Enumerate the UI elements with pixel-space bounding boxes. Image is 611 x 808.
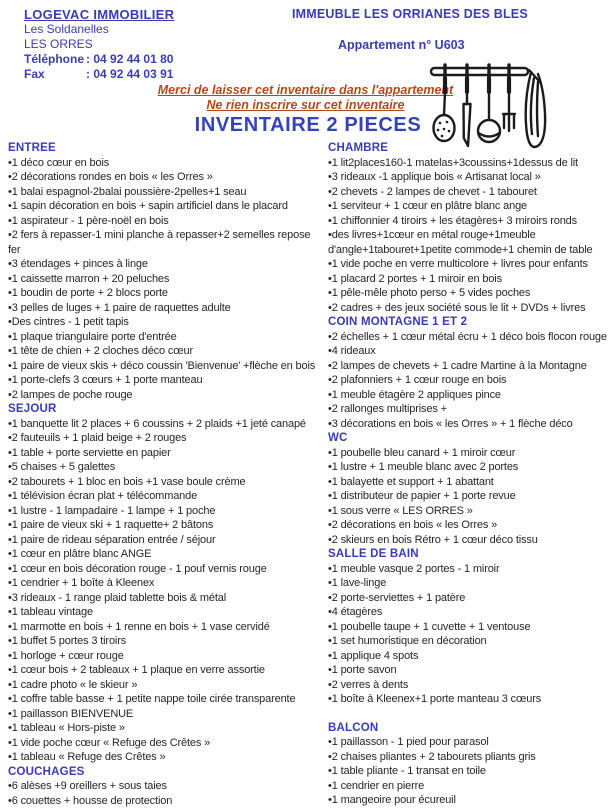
inventory-item: •1 lave-linge [328, 576, 607, 591]
inventory-item: •3 décorations en bois « les Orres » + 1 flèche déco [328, 417, 607, 432]
section-couchages [8, 765, 320, 808]
inventory-item: •1 table pliante - 1 transat en toile [328, 764, 607, 779]
inventory-item: •1 paillasson - 1 pied pour parasol [328, 735, 607, 750]
inventory-item: •1 banquette lit 2 places + 6 coussins + 2 plaids +1 jeté canapé [8, 417, 320, 432]
inventory-item: •1 lustre - 1 lampadaire - 1 lampe + 1 poche [8, 504, 320, 519]
inventory-item: •2 échelles + 1 cœur métal écru + 1 déco bois flocon rouge [328, 330, 607, 345]
inventory-item: •1 poubelle taupe + 1 cuvette + 1 ventouse [328, 620, 607, 635]
section-sejour [8, 402, 320, 765]
inventory-item: •1 boîte à Kleenex+1 porte manteau 3 cœurs [328, 692, 607, 707]
inventory-item: •2 décorations rondes en bois « les Orres » [8, 170, 320, 185]
inventory-item: •2 chevets - 2 lampes de chevet - 1 tabouret [328, 185, 607, 200]
inventory-item: •1 cendrier + 1 boîte à Kleenex [8, 576, 320, 591]
inventory-item: •1 placard 2 portes + 1 miroir en bois [328, 272, 607, 287]
inventory-item: •2 verres à dents [328, 678, 607, 693]
section-title-salle-de-bain: SALLE DE BAIN [328, 547, 607, 562]
inventory-item: •4 rideaux [328, 344, 607, 359]
inventory-item: •1 marmotte en bois + 1 renne en bois + 1 vase cervidé [8, 620, 320, 635]
inventory-item: •4 étagères [328, 605, 607, 620]
section-title-chambre: CHAMBRE [328, 141, 607, 156]
inventory-item: •Des cintres - 1 petit tapis [8, 315, 320, 330]
inventory-item: •1 déco cœur en bois [8, 156, 320, 171]
agency-phone-line [24, 52, 611, 67]
section-coin-montagne [328, 315, 607, 431]
inventory-item: •2 skieurs en bois Rétro + 1 cœur déco tissu [328, 533, 607, 548]
agency-fax-line [24, 67, 611, 82]
inventory-item: •1 balai espagnol-2balai poussière-2pelles+1 seau [8, 185, 320, 200]
fax-separator: : [86, 67, 93, 81]
inventory-item: •1 paire de vieux skis + déco coussin 'Bienvenue' +flèche en bois [8, 359, 320, 374]
inventory-item: •1 poubelle bleu canard + 1 miroir cœur [328, 446, 607, 461]
left-column [8, 141, 320, 808]
inventory-item: •1 cendrier en pierre [328, 779, 607, 794]
inventory-item: •2 fauteuils + 1 plaid beige + 2 rouges [8, 431, 320, 446]
inventory-item: •1 porte savon [328, 663, 607, 678]
inventory-item: •1 meuble étagère 2 appliques pince [328, 388, 607, 403]
page-title: INVENTAIRE 2 PIECES [88, 114, 528, 137]
inventory-item: •3 étendages + pinces à linge [8, 257, 320, 272]
inventory-item: •2 lampes de chevets + 1 cadre Martine à la Montagne [328, 359, 607, 374]
inventory-item: •2 lampes de poche rouge [8, 388, 320, 403]
section-title-couchages: COUCHAGES [8, 765, 320, 780]
section-salle-de-bain [328, 547, 607, 707]
inventory-item: •1 lustre + 1 meuble blanc avec 2 portes [328, 460, 607, 475]
inventory-item: •1 vide poche en verre multicolore + livres pour enfants [328, 257, 607, 272]
inventory-item: •1 boudin de porte + 2 blocs porte [8, 286, 320, 301]
inventory-item: •1 balayette et support + 1 abattant [328, 475, 607, 490]
inventory-item: •1 table + porte serviette en papier [8, 446, 320, 461]
inventory-item: •1 cœur en plâtre blanc ANGE [8, 547, 320, 562]
inventory-item: •1 caissette marron + 20 peluches [8, 272, 320, 287]
inventory-item: •2 plafonniers + 1 cœur rouge en bois [328, 373, 607, 388]
inventory-item: •1 lit2places160-1 matelas+3coussins+1dessus de lit [328, 156, 607, 171]
inventory-item: •1 paire de vieux ski + 1 raquette+ 2 bâtons [8, 518, 320, 533]
right-column [328, 141, 607, 808]
inventory-item: •1 plaque triangulaire porte d'entrée [8, 330, 320, 345]
agency-address-line1: Les Soldanelles [24, 22, 611, 37]
inventory-item: •3 pelles de luges + 1 paire de raquettes adulte [8, 301, 320, 316]
inventory-item: •1 coffre table basse + 1 petite nappe toile cirée transparente [8, 692, 320, 707]
inventory-item: •2 fers à repasser-1 mini planche à repasser+2 semelles repose fer [8, 228, 320, 257]
inventory-item: •2 porte-serviettes + 1 patère [328, 591, 607, 606]
agency-name: LOGEVAC IMMOBILIER [24, 7, 611, 22]
inventory-item: •1 meuble vasque 2 portes - 1 miroir [328, 562, 607, 577]
inventory-item: •1 aspirateur - 1 père-noël en bois [8, 214, 320, 229]
inventory-item: •1 tableau vintage [8, 605, 320, 620]
inventory-item: •1 tableau « Hors-piste » [8, 721, 320, 736]
inventory-item: •1 sapin décoration en bois + sapin artificiel dans le placard [8, 199, 320, 214]
section-title-coin-montagne: COIN MONTAGNE 1 ET 2 [328, 315, 607, 330]
inventory-item: •6 couettes + housse de protection [8, 794, 320, 808]
inventory-item: •1 horloge + cœur rouge [8, 649, 320, 664]
section-title-balcon: BALCON [328, 721, 607, 736]
inventory-item: •3 rideaux -1 applique bois « Artisanat local » [328, 170, 607, 185]
inventory-item: •5 chaises + 5 galettes [8, 460, 320, 475]
inventory-item: •2 rallonges multiprises + [328, 402, 607, 417]
inventory-item: •1 cœur en bois décoration rouge - 1 pouf vernis rouge [8, 562, 320, 577]
section-wc [328, 431, 607, 547]
building-name: IMMEUBLE LES ORRIANES DES BLES [292, 7, 542, 21]
inventory-item: •1 porte-clefs 3 cœurs + 1 porte manteau [8, 373, 320, 388]
inventory-item: •1 chiffonnier 4 tiroirs + les étagères+ 3 miroirs ronds [328, 214, 607, 229]
inventory-item: •1 cadre photo « le skieur » [8, 678, 320, 693]
notice-line-1: Merci de laisser cet inventaire dans l'appartement [56, 83, 556, 98]
section-balcon [328, 721, 607, 808]
inventory-item: •1 distributeur de papier + 1 porte revue [328, 489, 607, 504]
phone-separator: : [86, 52, 93, 66]
inventory-item: •2 décorations en bois « les Orres » [328, 518, 607, 533]
phone-label: Téléphone [24, 52, 86, 67]
inventory-item: •des livres+1cœur en métal rouge+1meuble d'angle+1tabouret+1petite commode+1 chemin de table [328, 228, 607, 257]
inventory-item: •1 applique 4 spots [328, 649, 607, 664]
inventory-item: •1 paillasson BIENVENUE [8, 707, 320, 722]
fax-label: Fax [24, 67, 86, 82]
inventory-item: •1 télévision écran plat + télécommande [8, 489, 320, 504]
inventory-item: •6 alèses +9 oreillers + sous taies [8, 779, 320, 794]
inventory-columns [8, 141, 607, 808]
inventory-item: •1 mangeoire pour écureuil [328, 793, 607, 808]
fax-number: 04 92 44 03 91 [93, 67, 173, 81]
section-entree [8, 141, 320, 402]
inventory-item: •2 cadres + des jeux société sous le lit + DVDs + livres [328, 301, 607, 316]
building-block [292, 7, 542, 52]
inventory-item: •1 cœur bois + 2 tableaux + 1 plaque en verre assortie [8, 663, 320, 678]
notice-line-2: Ne rien inscrire sur cet inventaire [56, 98, 556, 113]
document-header [0, 0, 611, 82]
inventory-item: •1 tableau « Refuge des Crêtes » [8, 750, 320, 765]
phone-number: 04 92 44 01 80 [93, 52, 173, 66]
inventory-item: •1 pêle-mêle photo perso + 5 vides poches [328, 286, 607, 301]
inventory-item: •3 rideaux - 1 range plaid tablette bois & métal [8, 591, 320, 606]
section-title-entree: ENTREE [8, 141, 320, 156]
inventory-item: •1 buffet 5 portes 3 tiroirs [8, 634, 320, 649]
inventory-item: •1 tête de chien + 2 cloches déco cœur [8, 344, 320, 359]
inventory-item: •2 tabourets + 1 bloc en bois +1 vase boule crème [8, 475, 320, 490]
inventory-item: •1 paire de rideau séparation entrée / séjour [8, 533, 320, 548]
inventory-item: •1 sous verre « LES ORRES » [328, 504, 607, 519]
apartment-number: Appartement n° U603 [292, 38, 542, 52]
inventory-item: •1 serviteur + 1 cœur en plâtre blanc ange [328, 199, 607, 214]
section-chambre [328, 141, 607, 315]
section-title-sejour: SEJOUR [8, 402, 320, 417]
agency-address-line2: LES ORRES [24, 37, 611, 52]
section-title-wc: WC [328, 431, 607, 446]
inventory-item: •2 chaises pliantes + 2 tabourets pliants gris [328, 750, 607, 765]
inventory-item: •1 set humoristique en décoration [328, 634, 607, 649]
inventory-item: •1 vide poche cœur « Refuge des Crêtes » [8, 736, 320, 751]
